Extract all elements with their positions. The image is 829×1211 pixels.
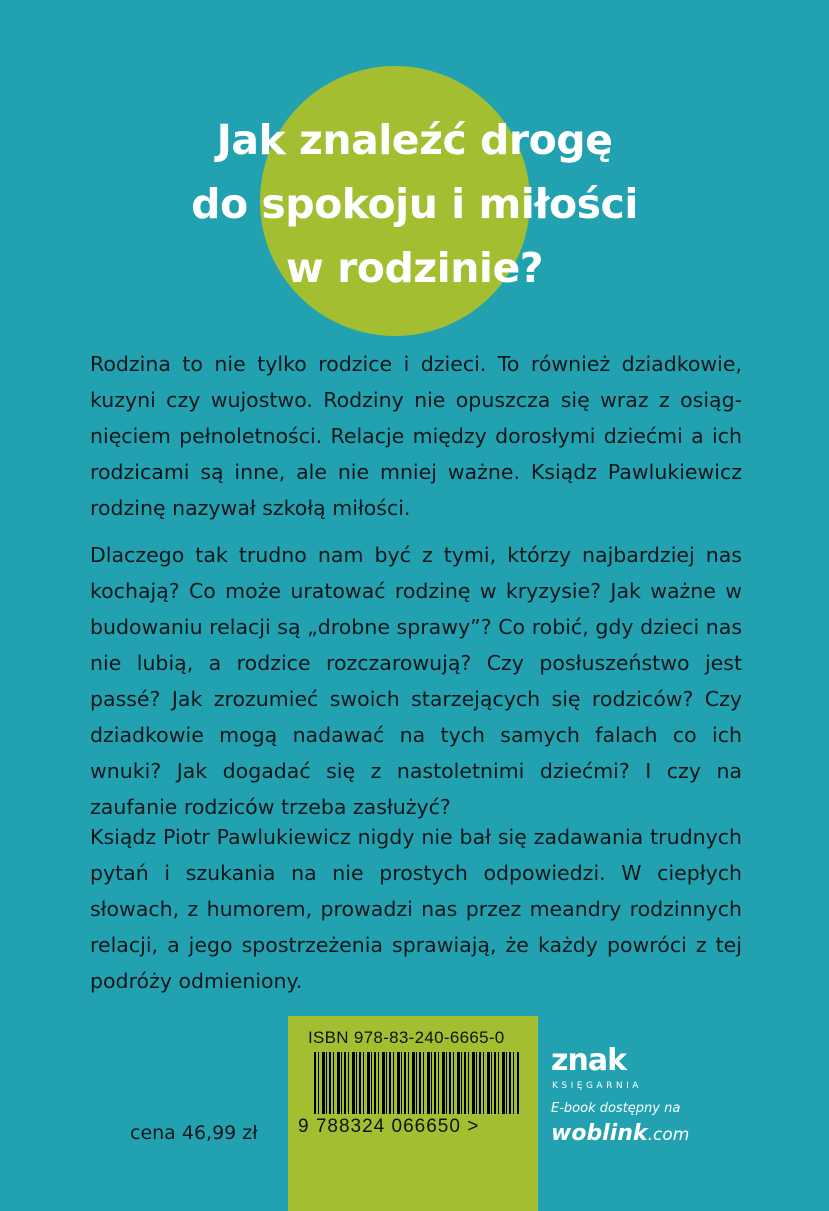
headline-line-2: do spokoju i miłości (191, 180, 638, 228)
headline (0, 108, 829, 300)
headline-line-1: Jak znaleźć drogę (216, 116, 613, 164)
woblink-name: woblink (551, 1121, 648, 1146)
barcode-panel (288, 1016, 538, 1211)
publisher-logo: znak (551, 1043, 627, 1078)
ebook-note: E-book dostępny na (551, 1101, 681, 1116)
woblink-domain: .com (647, 1125, 690, 1145)
paragraph-intro: Rodzina to nie tylko rodzice i dzieci. To również dziadkowie, kuzyni czy wujostwo. Rodziny nie opuszcza się wraz z osiągnięciem pełnoletności. Relacje między dorosłymi dziećmi a ich rodzicami są inne, ale nie mniej ważne. Ksiądz Pawlukiewicz rodzinę nazywał szkołą miłości. (90, 352, 742, 520)
barcode-bars (314, 1052, 519, 1114)
publisher-subtitle: KSIĘGARNIA (552, 1081, 642, 1091)
woblink-logo (551, 1121, 689, 1146)
paragraph-author: Ksiądz Piotr Pawlukiewicz nigdy nie bał się zadawania trudnych pytań i szukania na nie prostych odpowiedzi. W ciepłych słowach, z humorem, prowadzi nas przez meandry rodzinnych relacji, a jego spostrzeżenia sprawiają, że każdy powróci z tej podróży odmieniony. (90, 825, 742, 993)
paragraph-questions: Dlaczego tak trudno nam być z tymi, którzy najbardziej nas kochają? Co może uratować rodzinę w kryzysie? Jak ważne w budowaniu relacji są „drobne sprawy”? Co robić, gdy dzieci nas nie lubią, a rodzice rozczarowują? Czy posłuszeństwo jest passé? Jak zrozumieć swoich starzejących się rodziców? Czy dziadkowie mogą nadawać na tych samych falach co ich wnuki? Jak dogadać się z nastoletnimi dziećmi? I czy na zaufanie rodziców trzeba zasłużyć? (90, 543, 742, 819)
barcode-number: 9 788324 066650 > (298, 1116, 480, 1137)
price-label: cena 46,99 zł (130, 1122, 258, 1144)
isbn-label: ISBN 978-83-240-6665-0 (308, 1028, 505, 1047)
headline-line-3: w rodzinie? (285, 244, 544, 292)
